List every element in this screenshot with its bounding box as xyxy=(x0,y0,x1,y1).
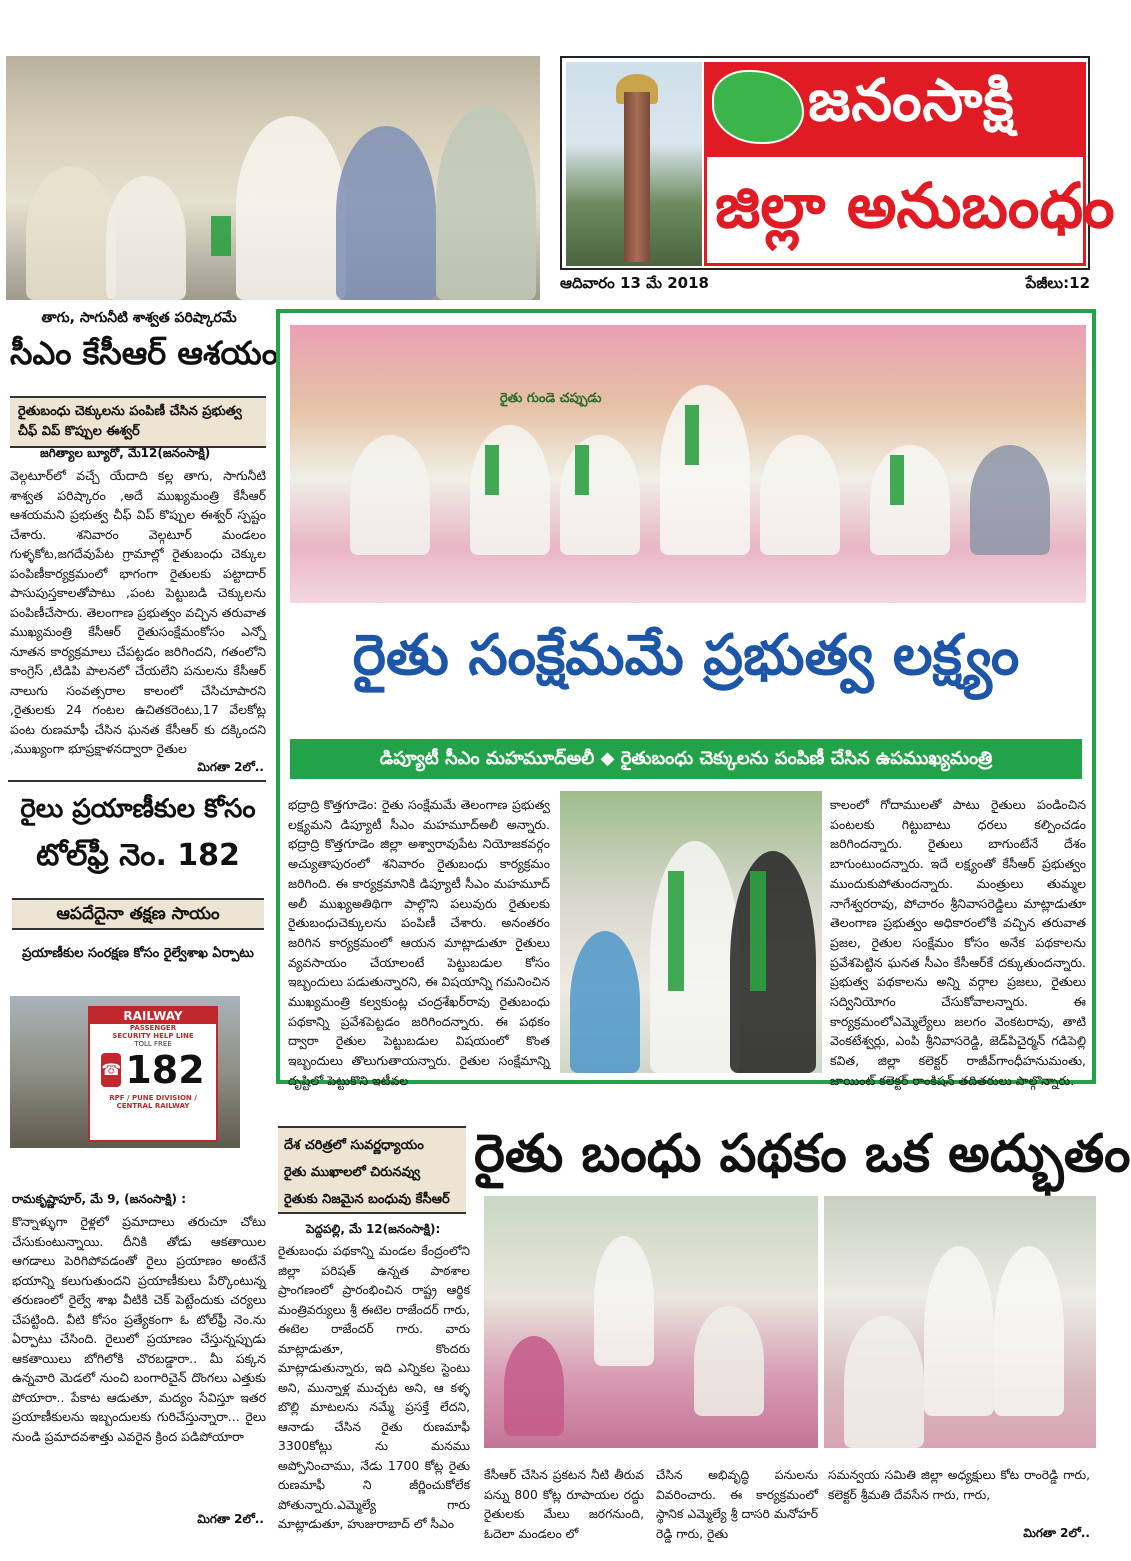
tower-photo xyxy=(566,62,702,266)
sign-footer-1: RPF / PUNE DIVISION / xyxy=(109,1094,197,1102)
story-rail-headline-1: రైలు ప్రయాణీకుల కోసం xyxy=(20,794,256,824)
story-bottom-kickers xyxy=(278,1126,466,1214)
cheque-distribution-photo xyxy=(6,56,540,300)
story-left-subhead: రైతుబంధు చెక్కులను పంపిణీ చేసిన ప్రభుత్వ చీఫ్ విప్ కొప్పుల ఈశ్వర్ xyxy=(10,396,266,448)
story-bottom-more: మిగతా 2లో.. xyxy=(1023,1526,1090,1540)
story-bottom-body-col2: కేసీఆర్ చేసిన ప్రకటన నీటి తీరువ పన్ను 800 కోట్ల రూపాయల రద్దు రైతులకు మేలు జరగనుంది, ఓదెలా మండలం లో xyxy=(484,1468,644,1541)
sign-line-1: PASSENGER xyxy=(129,1024,177,1032)
column-divider xyxy=(8,780,266,782)
sign-line-2: SECURITY HELP LINE xyxy=(112,1032,194,1040)
story-left-kicker: తాగు, సాగునీటి శాశ్వత పరిష్కారమే xyxy=(41,310,237,326)
supplement-title: జిల్లా అనుబంధం xyxy=(715,169,1115,242)
supplement-title-box xyxy=(704,154,1115,266)
sign-line-3: TOLL FREE xyxy=(134,1040,172,1048)
story-bottom-body-col3: చేసిన అభివృద్ధి పనులను వివరించారు. ఈ కార్యక్రమంలో స్థానిక ఎమ్మెల్యే శ్రీ దాసరి మనోహర్ రెడ్డి గారు, రైతు xyxy=(656,1468,818,1541)
story-left-headline: సీఎం కేసీఆర్ ఆశయం xyxy=(10,334,278,372)
story-left-body: వెల్గటూర్‌లో వచ్చే యేదాది కల్ల తాగు, సాగునీటి శాశ్వత పరిష్కారం ,అదే ముఖ్యమంత్రి కేసీఆర్ ఆశయమని ప్రభుత్వ చీఫ్ విప్ కొప్పుల ఈశ్వర్ స్పష్టం చేశారు. శనివారం వెల్గటూర్ మండలం గుళ్ళకోట,జగదేవుపేట గ్రామాల్లో రైతుబంధు చెక్కుల పంపిణీకార్యక్రమంలో భాగంగా రైతులకు పట్టాదార్ పాసుపుస్తకాలతోపాటు ,పంట పెట్టుబడి చెక్కులను పంపిణీచేసారు. తెలంగాణ ప్రభుత్వం వచ్చిన తరువాత ముఖ్యమంత్రి కేసీఆర్ రైతుసంక్షేమంకోసం ఎన్నో నూతన కార్యక్రమాలు చేపట్టడం జరిగిందని, గతంలోని కాంగ్రెస్ ,టిడిపి పాలనలో చేయలేని పనులను కేసీఆర్ నాలుగు సంవత్సరాల కాలంలో చేసిచూపారని ,రైతులకు 24 గంటల ఉచితకరెంటు,17 వేలకోట్ల పంట రుణమాఫీ చేసిన ఘనత కేసీఆర్ కు దక్కిందని ,ముఖ్యంగా భూప్రక్షాళనద్వారా రైతుల xyxy=(10,468,266,756)
stage-photo xyxy=(290,325,1086,603)
main-story-body-left: భద్రాద్రి కొత్తగూడెం: రైతు సంక్షేమమే తెలంగాణ ప్రభుత్వ లక్ష్యమని డిప్యూటీ సీఎం మహమూద్‌అలీ అన్నారు. భద్రాద్రి కొత్తగూడెం జిల్లా అశ్వారావుపేట నియోజకవర్గం అచ్యుతాపురంలో శనివారం రైతుబంధు కార్యక్రమం జరిగింది. ఈ కార్యక్రమానికి డిప్యూటీ సీఎం మహమూద్ అలీ ముఖ్యఅతిథిగా పాల్గొని పలువురు రైతులకు రైతుబంధుచెక్కులను పంపిణీ చేశారు. అనంతరం జరిగిన కార్యక్రమంలో ఆయన మాట్లాడుతూ రైతులు వ్యవసాయం చేయాలంటే పెట్టుబడుల కోసం ఇబ్బందులు పడుతున్నారని, ఈ విషయాన్ని గమనించిన ముఖ్యమంత్రి కల్వకుంట్ల చంద్రశేఖర్‌రావు రైతుబంధు పథకాన్ని ప్రవేశపెట్టడం జరిగిందన్నారు. ఈ పథకం ద్వారా రైతుల పెట్టుబడుల విషయంలో కొంత ఇబ్బందులు తొలుగుతాయన్నారు. రైతుల సంక్షేమాన్ని దృష్టిలో పెట్టుకొని ఇటీవల xyxy=(288,797,551,1088)
stage-banner: రైతు గుండె చప్పుడు xyxy=(500,391,602,406)
story-rail-subhead-2: ప్రయాణీకుల సంరక్షణ కోసం రైల్వేశాఖ ఏర్పాటు xyxy=(22,946,254,961)
story-bottom-kicker-1: దేశ చరిత్రలో సువర్ణధ్యాయం xyxy=(284,1138,424,1153)
story-bottom-body-col4: సమన్వయ సమితి జిల్లా అధ్యక్షులు కోట రాంరెడ్డి గారు, కలెక్టర్ శ్రీమతి దేవసేన గారు, గారు, xyxy=(828,1468,1090,1502)
deputy-cm-photo xyxy=(560,791,822,1073)
railway-helpline-photo xyxy=(10,996,240,1148)
story-bottom-kicker-3: రైతుకు నిజమైన బంధువు కేసీఆర్ xyxy=(284,1192,450,1207)
sign-title: RAILWAY xyxy=(90,1008,216,1024)
telangana-map-icon xyxy=(712,70,804,144)
main-story-subhead-bar: డిప్యూటీ సీఎం మహమూద్‌అలీ ◆ రైతుబంధు చెక్కులను పంపిణీ చేసిన ఉపముఖ్యమంత్రి xyxy=(290,739,1082,779)
minister-speaking-photo xyxy=(484,1196,818,1448)
story-left-more: మిగతా 2లో.. xyxy=(197,760,264,774)
story-rail-dateline: రామకృష్ణాపూర్, మే 9, (జనంసాక్షి) : xyxy=(12,1192,187,1206)
story-bottom-dateline: పెద్దపల్లి, మే 12(జనంసాక్షి): xyxy=(306,1222,441,1236)
masthead-red-panel xyxy=(704,62,1115,266)
helpline-number: 182 xyxy=(125,1048,205,1092)
story-left-dateline: జగిత్యాల బ్యూరో, మే12(జనంసాక్షి) xyxy=(40,446,211,460)
story-bottom-headline: రైతు బంధు పథకం ఒక అద్భుతం xyxy=(474,1124,1131,1184)
helpline-sign xyxy=(88,1006,218,1142)
story-rail-more: మిగతా 2లో.. xyxy=(197,1512,264,1526)
story-rail-headline-2: టోల్‌ఫ్రీ నెం. 182 xyxy=(36,838,240,873)
main-story-frame xyxy=(276,309,1096,1088)
farmer-cheque-photo xyxy=(824,1196,1096,1448)
story-rail-subhead-1: ఆపదేదైనా తక్షణ సాయం xyxy=(12,898,264,930)
story-rail-body: కొన్నాళ్ళుగా రైళ్లలో ప్రమాదాలు తరుచూ చోటు చేసుకుంటున్నాయి. దీనికి తోడు ఆకతాయిల ఆగడాలు పెరిగిపోవడంతో రైలు ప్రయాణం అంటేనే భయాన్ని కలుగుతుందని ప్రయాణీకులు పేర్కొంటున్న తరుణంలో రైల్వే శాఖ వీటికి చెక్ పెట్టేందుకు చర్యలు చేపట్టింది. వీటి కోసం ప్రత్యేకంగా ఓ టోల్‌ఫ్రీ నెం.ను ఏర్పాటు చేసింది. రైలులో ప్రయాణం చేస్తున్నప్పుడు ఆకతాయిలు బోగిలోకి చొరబడ్డారా.. మీ పక్కన ఉన్నవారి మెడలో నుంచి బంగారిచైన్ దొంగలు ఎత్తుకు పోయారా.. పేకాట ఆడుతూ, మద్యం సేవిస్తూ ఇతర ప్రయాణీకులను ఇబ్బందులకు గురిచేస్తున్నారా... రైలు నుండి ప్రమాదవశాత్తు ఎవరైన క్రింద పడిపోయారా xyxy=(12,1214,266,1444)
main-story-body-right: కాలంలో గోదాములతో పాటు రైతులు పండించిన పంటలకు గిట్టుబాటు ధరలు కల్పించడం జరిగిందన్నారు. రైతులు బాగుంటేనే దేశం బాగుంటుందన్నారు. ఇదే లక్ష్యంతో కేసీఆర్ ప్రభుత్వం ముందుకుపోతుందన్నారు. మంత్రులు తుమ్మల నాగేశ్వరరావు, పోచారం శ్రీనివాసరెడ్డిలు మాట్లాడుతూ తెలంగాణ ప్రభుత్వం అధికారంలోకి వచ్చిన తరువాత ప్రజల, రైతుల సంక్షేమం కోసం అనేక పథకాలను ప్రవేశపెట్టిన ఘనత సీఎం కేసీఆర్‌కే దక్కుతుందన్నారు. ప్రభుత్వ పథకాలను అన్ని వర్గాల ప్రజలు, రైతులు సద్వినియోగం చేసుకోవాలన్నారు. ఈ కార్యక్రమంలోఎమ్మెల్యేలు జలగం వెంకటరావు, తాటి వెంకటేశ్వర్లు, ఎంపి శ్రీనివాసరెడ్డి, జెడ్‌పిచైర్మన్ గడిపెల్లి కవిత, జిల్లా కలెక్టర్ రాజీవ్‌గాంధీహనుమంతు, జాయింట్ కలెక్టర్ రాంకిషన్ తదితరులు పాల్గొన్నారు. xyxy=(830,797,1086,1088)
story-bottom-kicker-2: రైతు ముఖాలలో చిరునవ్వు xyxy=(284,1165,421,1180)
newspaper-title: జనంసాక్షి xyxy=(808,66,1015,134)
issue-date: ఆదివారం 13 మే 2018 xyxy=(560,274,709,292)
story-bottom-body-col1: రైతుబంధు పథకాన్ని మండల కేంద్రంలోని జిల్లా పరిషత్ ఉన్నత పాఠశాల ప్రాంగణంలో ప్రారంభించిన రాష్ట్ర ఆర్థిక మంత్రివర్యులు శ్రీ ఈటెల రాజేందర్ గారు, ఈటెల రాజేందర్ గారు. వారు మాట్లాడుతూ, కొందరు మాట్లాడుతున్నారు, ఇది ఎన్నికల స్టెంటు అని, మున్నాళ్ల ముచ్చట అని, ఆ కళ్ళ బొల్లి మాటలను నమ్మే ప్రసక్తే లేదని, ఆనాడు చేసిన రైతు రుణమాఫీ 3300కోట్లు ను మనము అప్పోనించాము, నేడు 1700 కోట్ల రైతు రుణమాఫీ ని జీర్ణించుకోలేక పోతున్నారు.ఎమ్మెల్యే గారు మాట్లాడుతూ, హుజురాబాద్ లో సీఎం xyxy=(278,1244,470,1531)
dateline xyxy=(560,274,1090,294)
phone-icon: ☎ xyxy=(101,1053,121,1087)
masthead xyxy=(560,56,1115,270)
page-count: పేజీలు:12 xyxy=(1025,274,1090,292)
sign-footer-2: CENTRAL RAILWAY xyxy=(116,1102,190,1110)
main-story-headline: రైతు సంక్షేమమే ప్రభుత్వ లక్ష్యం xyxy=(352,623,1020,688)
